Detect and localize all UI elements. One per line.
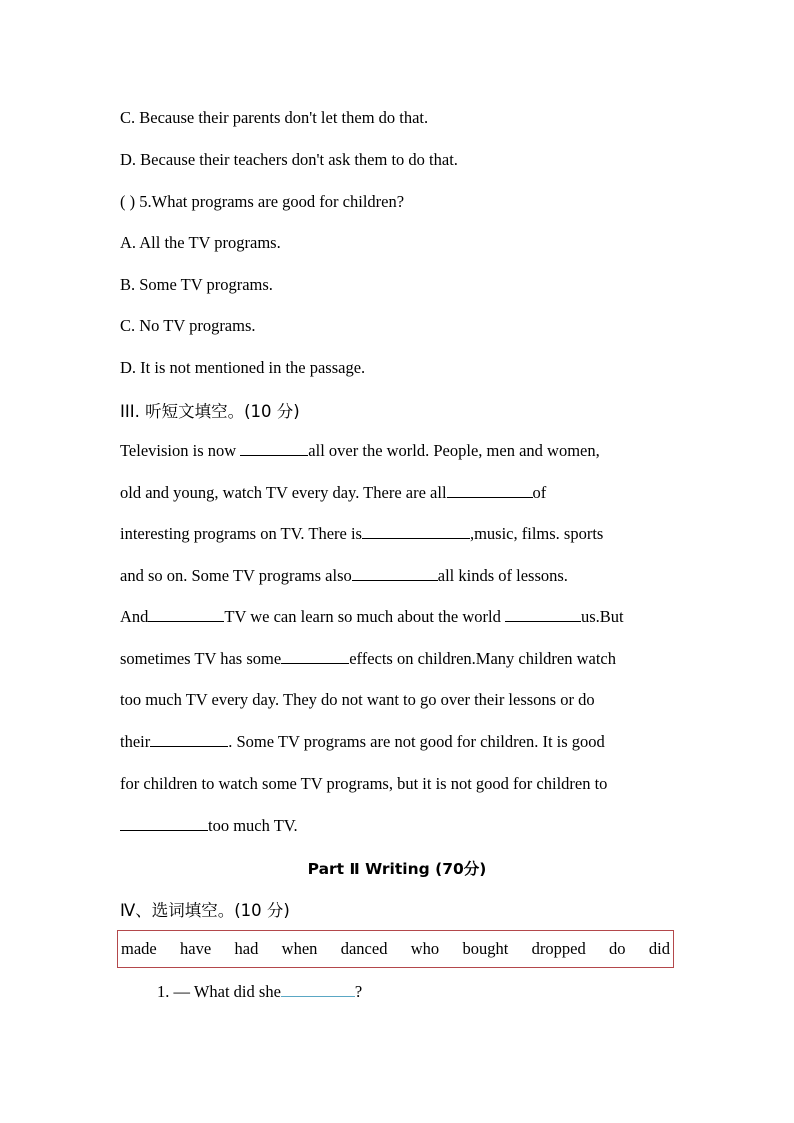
q5-option-a: A. All the TV programs. <box>120 233 281 252</box>
option-d: D. Because their teachers don't ask them to do that. <box>120 150 458 169</box>
passage-line: and so on. Some TV programs also all kinds of lessons. <box>120 566 568 585</box>
answer-blank[interactable] <box>281 649 349 664</box>
word-bank-item: made <box>121 939 157 958</box>
answer-blank[interactable] <box>362 524 470 539</box>
word-bank-item: had <box>234 939 259 958</box>
word-bank-item: do <box>609 939 626 958</box>
word-bank-item: did <box>648 939 670 958</box>
answer-blank[interactable] <box>447 483 533 498</box>
word-bank-item: bought <box>462 939 509 958</box>
word-bank-item: have <box>180 939 212 958</box>
word-bank-item: danced <box>340 939 388 958</box>
passage-line: too much TV. <box>120 816 298 836</box>
q5-option-d: D. It is not mentioned in the passage. <box>120 358 366 377</box>
section-4-heading: Ⅳ、选词填空。(10 分) <box>120 901 290 920</box>
q5-option-c: C. No TV programs. <box>120 316 256 335</box>
passage-line: for children to watch some TV programs, but it is not good for children to <box>120 774 608 793</box>
answer-blank[interactable] <box>352 566 438 581</box>
passage-line: their . Some TV programs are not good for children. It is good <box>120 732 605 751</box>
answer-blank[interactable] <box>148 607 224 622</box>
answer-blank[interactable] <box>505 607 581 622</box>
option-c: C. Because their parents don't let them do that. <box>120 108 429 127</box>
part-2-heading: Part Ⅱ Writing (70分) <box>307 860 487 878</box>
passage-line: old and young, watch TV every day. There are all of <box>120 483 547 502</box>
word-bank-item: dropped <box>531 939 586 958</box>
passage-line: Television is now all over the world. People, men and women, <box>120 441 600 460</box>
answer-blank[interactable] <box>150 732 228 747</box>
passage-line: And TV we can learn so much about the world us.But <box>120 607 624 626</box>
passage-line: interesting programs on TV. There is ,music, films. sports <box>120 524 604 543</box>
word-bank-item: when <box>281 939 318 958</box>
word-bank <box>117 930 674 968</box>
passage-line: sometimes TV has some effects on children.Many children watch <box>120 649 616 668</box>
section-3-heading: III. 听短文填空。(10 分) <box>120 402 300 421</box>
answer-blank[interactable] <box>120 816 208 831</box>
word-bank-item: who <box>410 939 440 958</box>
answer-blank[interactable] <box>240 441 308 456</box>
answer-blank[interactable] <box>281 982 355 997</box>
question-1: 1. — What did she ? <box>157 982 363 1001</box>
q5-option-b: B. Some TV programs. <box>120 275 273 294</box>
question-5: ( ) 5.What programs are good for children? <box>120 192 405 211</box>
passage-line: too much TV every day. They do not want to go over their lessons or do <box>120 690 595 709</box>
